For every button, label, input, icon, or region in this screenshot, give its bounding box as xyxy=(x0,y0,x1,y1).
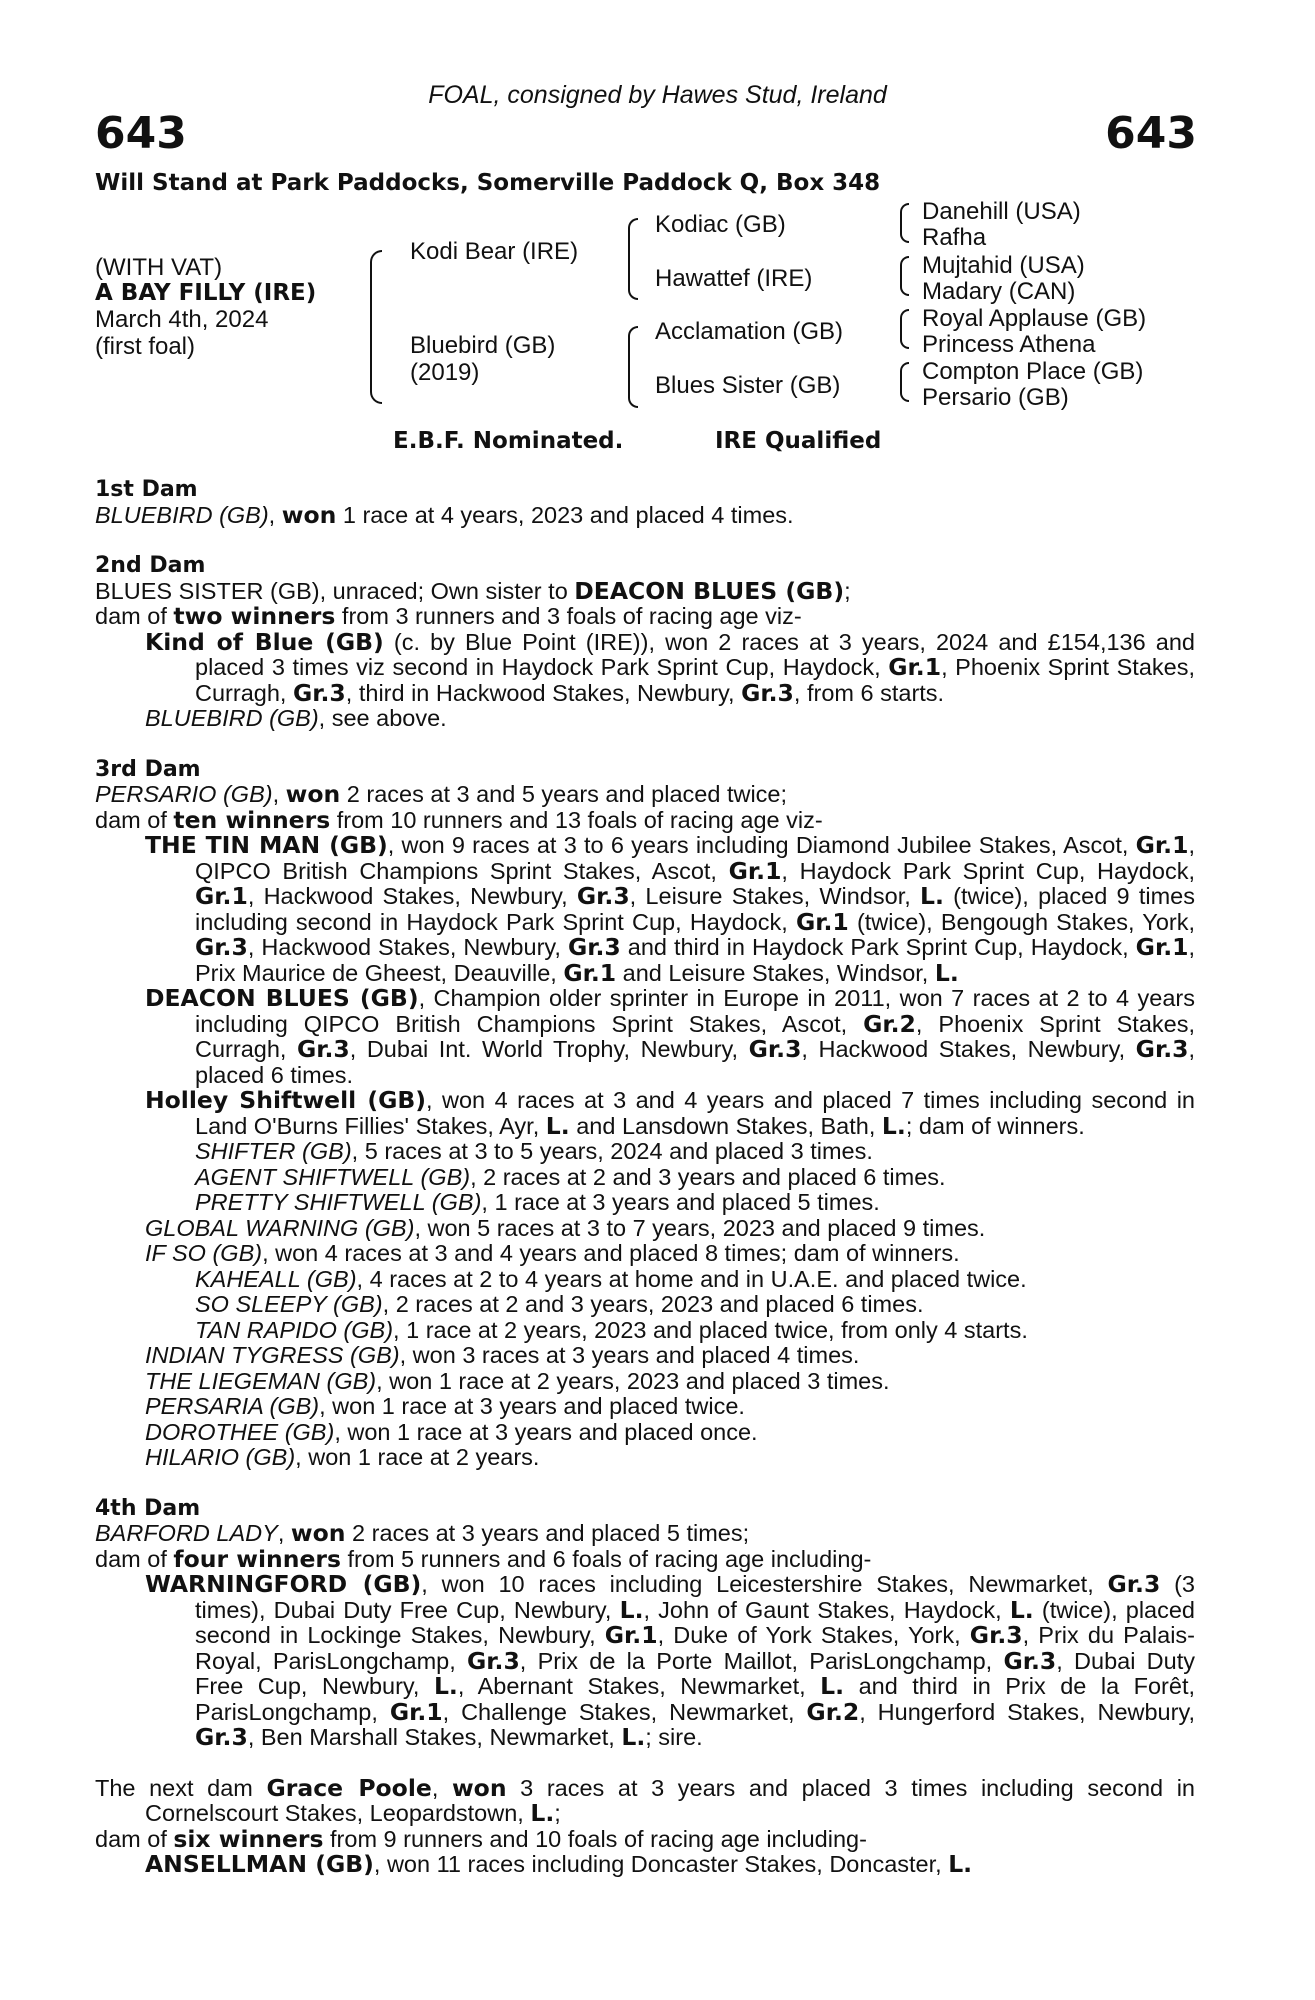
entry-text: (twice), placed second in Lockinge Stakes, Newbury, xyxy=(195,1596,1196,1648)
pedigree-brace-main xyxy=(370,250,382,404)
grade-label: Gr.3 xyxy=(741,678,794,707)
entry-text: , 4 races at 2 to 4 years at home and in U.A.E. and placed twice. xyxy=(356,1265,1027,1292)
dam-of-text: dam of xyxy=(95,1545,174,1572)
lot-number-right: 643 xyxy=(1105,108,1197,159)
entry-text: , Ben Marshall Stakes, Newmarket, xyxy=(247,1724,622,1750)
stand-location: Will Stand at Park Paddocks, Somerville Paddock Q, Box 348 xyxy=(95,170,881,196)
entry-text: , Prix du Palais-Royal, ParisLongchamp, xyxy=(195,1622,1196,1674)
produce-entry xyxy=(95,1292,1195,1318)
entry-text: , Challenge Stakes, Newmarket, xyxy=(442,1698,807,1725)
produce-entry xyxy=(95,1445,1195,1471)
entry-text: , won 1 race at 3 years and placed twice. xyxy=(319,1393,745,1419)
horse-name: AGENT SHIFTWELL (GB) xyxy=(195,1163,471,1190)
won-label: won xyxy=(285,780,341,808)
entry-text: , won 1 race at 3 years and placed once. xyxy=(334,1418,758,1445)
entry-text: , Duke of York Stakes, York, xyxy=(657,1622,970,1648)
dam-of-text: from 9 runners and 10 foals of racing age including- xyxy=(323,1825,867,1852)
first-foal-note: (first foal) xyxy=(95,333,196,360)
sire-name: Kodi Bear (IRE) xyxy=(410,238,579,265)
horse-name: BLUEBIRD (GB) xyxy=(145,705,319,731)
entry-text: , third in Hackwood Stakes, Newbury, xyxy=(345,679,742,706)
pedigree-brace-g2 xyxy=(900,256,909,296)
grade-label: L. xyxy=(1009,1595,1034,1624)
entry-text: , Prix de la Porte Maillot, ParisLongchamp, xyxy=(519,1647,1004,1674)
pedigree-brace-g3 xyxy=(900,309,909,349)
entry-text: , Haydock Park Sprint Cup, Haydock, xyxy=(781,857,1195,884)
grade-label: Gr.1 xyxy=(604,1621,658,1649)
entry-text: , 5 races at 3 to 5 years, 2024 and placed 3 times. xyxy=(351,1138,873,1164)
grade-label: Gr.3 xyxy=(292,678,346,707)
ebf-nominated: E.B.F. Nominated. xyxy=(393,428,624,454)
winners-count: ten winners xyxy=(173,805,331,834)
pedigree-brace-sire xyxy=(628,218,638,300)
ire-qualified: IRE Qualified xyxy=(715,428,882,454)
third-dam-line: PERSARIO (GB), won 2 races at 3 and 5 years and placed twice; xyxy=(95,780,788,808)
pedigree-brace-g4 xyxy=(900,362,909,402)
entry-text: , won 1 race at 2 years, 2023 and placed 3 times. xyxy=(376,1367,890,1394)
produce-entry xyxy=(95,1318,1195,1344)
grade-label: L. xyxy=(881,1111,906,1140)
grade-label: Gr.3 xyxy=(1135,1035,1189,1063)
entry-text: , won 4 races at 3 and 4 years and placed 8 times; dam of winners. xyxy=(262,1240,960,1266)
black-type-name: THE TIN MAN (GB) xyxy=(145,831,388,859)
g4-ancestor: Royal Applause (GB) xyxy=(922,305,1147,332)
grade-label: Gr.2 xyxy=(806,1697,860,1726)
pedigree-brace-g1 xyxy=(900,203,909,243)
entry-text: ; sire. xyxy=(645,1724,703,1750)
black-type-name: Kind of Blue (GB) xyxy=(145,627,384,656)
horse-name: DOROTHEE (GB) xyxy=(145,1418,335,1445)
fourth-dam-text: 2 races at 3 years and placed 5 times; xyxy=(345,1520,750,1546)
grade-label: L. xyxy=(621,1723,646,1751)
catalogue-body xyxy=(95,477,1195,1878)
produce-entry xyxy=(95,1267,1195,1293)
black-type-name: DEACON BLUES (GB) xyxy=(574,576,845,605)
black-type-name: Holley Shiftwell (GB) xyxy=(145,1086,427,1114)
produce-entry xyxy=(95,1343,1195,1369)
first-dam-heading: 1st Dam xyxy=(95,477,198,502)
black-type-name: DEACON BLUES (GB) xyxy=(145,984,419,1012)
entry-text: , 1 race at 2 years, 2023 and placed twice, from only 4 starts. xyxy=(393,1316,1028,1343)
foaled-date: March 4th, 2024 xyxy=(95,306,269,333)
third-dam-name: PERSARIO (GB) xyxy=(95,781,273,807)
produce-entry-holley-shiftwell xyxy=(95,1088,1195,1139)
entry-text: , Abernant Stakes, Newmarket, xyxy=(457,1673,821,1699)
grade-label: Gr.1 xyxy=(888,653,942,681)
grade-label: Gr.1 xyxy=(795,907,849,936)
fourth-dam-produce-line xyxy=(95,1544,1195,1573)
produce-entry-the-tin-man xyxy=(95,833,1195,986)
entry-text: , Phoenix Sprint Stakes, Curragh, xyxy=(195,1010,1195,1062)
entry-text: (twice), placed 9 times including second in Haydock Park Sprint Cup, Haydock, xyxy=(195,883,1195,935)
horse-name: PERSARIA (GB) xyxy=(145,1393,320,1419)
first-dam-name: BLUEBIRD (GB) xyxy=(95,501,269,528)
g4-ancestor: Rafha xyxy=(922,224,987,251)
g4-ancestor: Persario (GB) xyxy=(922,384,1069,411)
produce-entry-warningford xyxy=(95,1572,1195,1751)
entry-text: , 2 races at 2 and 3 years, 2023 and placed 6 times. xyxy=(382,1291,924,1317)
winners-count: four winners xyxy=(173,1544,341,1573)
horse-name: THE LIEGEMAN (GB) xyxy=(145,1367,377,1394)
dam-year: (2019) xyxy=(410,359,480,386)
horse-name: SHIFTER (GB) xyxy=(195,1138,352,1164)
produce-entry xyxy=(95,1165,1195,1191)
produce-entry xyxy=(95,1369,1195,1395)
entry-text: and third in Haydock Park Sprint Cup, Haydock, xyxy=(620,934,1136,960)
grade-label: Gr.3 xyxy=(969,1621,1023,1649)
winners-count: two winners xyxy=(173,602,336,630)
grade-label: Gr.3 xyxy=(748,1035,802,1063)
grade-label: L. xyxy=(530,1799,555,1827)
entry-text: , Leisure Stakes, Windsor, xyxy=(629,883,920,909)
black-type-name: WARNINGFORD (GB) xyxy=(145,1570,422,1598)
entry-text: 3 races at 3 years and placed 3 times including second in Cornelscourt Stakes, Leopardstown, xyxy=(145,1774,1195,1826)
produce-entry-ansellman xyxy=(95,1852,1195,1878)
grade-label: Gr.3 xyxy=(195,1723,248,1751)
entry-text: , won 4 races at 3 and 4 years and placed 7 times including second in Land O'Burns Fillies' Stakes, Ayr, xyxy=(195,1087,1195,1139)
produce-entry xyxy=(95,1420,1195,1446)
grade-label: Gr.1 xyxy=(389,1697,443,1726)
dam-of-text: dam of xyxy=(95,1825,174,1852)
punct: ; xyxy=(844,577,851,604)
entry-text: (c. by Blue Point (IRE)), won 2 races at 3 years, 2024 and £154,136 and placed 3 times viz second in Haydock Park Sprint Cup, Haydock, xyxy=(195,628,1195,680)
fourth-dam-line: BARFORD LADY, won 2 races at 3 years and placed 5 times; xyxy=(95,1519,750,1547)
horse-name: SO SLEEPY (GB) xyxy=(195,1291,383,1317)
entry-text: , Hackwood Stakes, Newbury, xyxy=(247,883,577,909)
entry-text: The next dam xyxy=(95,1774,267,1801)
entry-text: , Prix Maurice de Gheest, Deauville, xyxy=(195,934,1196,986)
entry-text: , Phoenix Sprint Stakes, Curragh, xyxy=(195,654,1195,706)
lot-title: A BAY FILLY (IRE) xyxy=(95,280,317,306)
third-dam-produce-line xyxy=(95,805,1195,834)
entry-text: , won 11 races including Doncaster Stakes, Doncaster, xyxy=(373,1851,949,1877)
dam-of-text: dam of xyxy=(95,806,174,833)
second-dam-text: BLUES SISTER (GB), unraced; Own sister to xyxy=(95,577,575,604)
dam-of-text: dam of xyxy=(95,603,174,629)
grade-label: Gr.1 xyxy=(1135,831,1189,859)
g4-ancestor: Madary (CAN) xyxy=(922,278,1076,305)
grade-label: Gr.2 xyxy=(863,1009,916,1038)
consignment-line: FOAL, consigned by Hawes Stud, Ireland xyxy=(428,81,887,109)
entry-text: , QIPCO British Champions Sprint Stakes, Ascot, xyxy=(195,832,1195,884)
grade-label: Gr.1 xyxy=(195,882,248,910)
horse-name: KAHEALL (GB) xyxy=(195,1265,357,1292)
g4-ancestor: Mujtahid (USA) xyxy=(922,252,1085,279)
fourth-dam-name: BARFORD LADY xyxy=(95,1520,278,1546)
produce-entry xyxy=(95,1139,1195,1165)
entry-text: , won 1 race at 2 years. xyxy=(295,1444,540,1470)
grade-label: L. xyxy=(948,1850,973,1878)
pedigree-brace-dam xyxy=(628,326,638,408)
next-dam-line: The next dam Grace Poole, won 3 races at 3 years and placed 3 times including second in Cornelscourt Stakes, Leopardstown, L.; xyxy=(95,1773,1195,1827)
entry-text: and Leisure Stakes, Windsor, xyxy=(616,959,935,986)
produce-entry-deacon-blues xyxy=(95,986,1195,1088)
horse-name: HILARIO (GB) xyxy=(145,1444,296,1470)
horse-name: PRETTY SHIFTWELL (GB) xyxy=(195,1189,482,1215)
entry-text: (3 times), Dubai Duty Free Cup, Newbury, xyxy=(195,1571,1195,1623)
g4-ancestor: Princess Athena xyxy=(922,331,1096,358)
dam-name: Bluebird (GB) xyxy=(410,332,556,359)
vat-note: (WITH VAT) xyxy=(95,254,223,281)
produce-entry xyxy=(95,1216,1195,1242)
entry-text: , John of Gaunt Stakes, Haydock, xyxy=(643,1596,1010,1623)
horse-name: GLOBAL WARNING (GB) xyxy=(145,1214,415,1241)
first-dam-text: 1 race at 4 years, 2023 and placed 4 times. xyxy=(342,501,794,528)
grade-label: Gr.3 xyxy=(1107,1570,1161,1598)
third-dam-heading: 3rd Dam xyxy=(95,756,201,782)
sire-dam: Hawattef (IRE) xyxy=(655,265,813,292)
entry-text: ; dam of winners. xyxy=(905,1112,1085,1139)
next-dam-produce-line xyxy=(95,1824,1195,1853)
entry-text: , Dubai Duty Free Cup, Newbury, xyxy=(195,1647,1195,1699)
produce-entry-bluebird xyxy=(95,706,1195,732)
punct: ; xyxy=(554,1800,561,1826)
horse-name: IF SO (GB) xyxy=(145,1240,263,1266)
entry-text: , 2 races at 2 and 3 years and placed 6 times. xyxy=(470,1163,946,1190)
second-dam-heading: 2nd Dam xyxy=(95,553,206,578)
horse-name: INDIAN TYGRESS (GB) xyxy=(145,1342,400,1368)
entry-text: , Hungerford Stakes, Newbury, xyxy=(859,1698,1195,1725)
won-label: won xyxy=(451,1773,507,1802)
grade-label: Gr.3 xyxy=(466,1646,520,1675)
grade-label: Gr.3 xyxy=(567,933,621,961)
grade-label: L. xyxy=(433,1672,458,1700)
produce-entry-kind-of-blue xyxy=(95,627,1195,707)
entry-text: , 1 race at 3 years and placed 5 times. xyxy=(481,1189,880,1215)
entry-text: (twice), Bengough Stakes, York, xyxy=(848,908,1195,935)
grade-label: L. xyxy=(619,1595,644,1624)
entry-text: , won 5 races at 3 to 7 years, 2023 and placed 9 times. xyxy=(414,1214,986,1241)
entry-text: , Hackwood Stakes, Newbury, xyxy=(801,1036,1136,1062)
entry-text: , placed 6 times. xyxy=(195,1036,1196,1088)
winners-count: six winners xyxy=(173,1824,324,1853)
produce-entry xyxy=(95,1190,1195,1216)
fourth-dam-heading: 4th Dam xyxy=(95,1495,201,1521)
grade-label: Gr.3 xyxy=(1003,1646,1057,1675)
grade-label: L. xyxy=(820,1672,845,1700)
grade-label: L. xyxy=(545,1111,570,1140)
entry-text: and third in Prix de la Forêt, ParisLongchamp, xyxy=(195,1673,1196,1725)
won-label: won xyxy=(290,1519,346,1547)
third-dam-text: 2 races at 3 and 5 years and placed twice; xyxy=(340,781,788,807)
sire-sire: Kodiac (GB) xyxy=(655,211,786,238)
dam-of-text: from 5 runners and 6 foals of racing age including- xyxy=(341,1545,872,1572)
dam-sire: Acclamation (GB) xyxy=(655,318,844,345)
dam-of-text: from 3 runners and 3 foals of racing age viz- xyxy=(335,603,802,629)
won-label: won xyxy=(281,500,337,529)
black-type-name: ANSELLMAN (GB) xyxy=(145,1850,374,1878)
entry-text: , Champion older sprinter in Europe in 2011, won 7 races at 2 to 4 years including QIPCO British Champions Sprint Stakes, Ascot, xyxy=(195,985,1195,1037)
g4-ancestor: Compton Place (GB) xyxy=(922,358,1144,385)
grade-label: Gr.3 xyxy=(296,1035,350,1063)
grade-label: Gr.1 xyxy=(1135,933,1189,961)
grade-label: Gr.3 xyxy=(195,933,248,961)
entry-text: and Lansdown Stakes, Bath, xyxy=(569,1112,882,1139)
dam-of-text: from 10 runners and 13 foals of racing age viz- xyxy=(330,806,823,833)
entry-text: , from 6 starts. xyxy=(793,679,945,706)
produce-entry xyxy=(95,1394,1195,1420)
horse-name: TAN RAPIDO (GB) xyxy=(195,1316,394,1343)
first-dam-line: BLUEBIRD (GB), won 1 race at 4 years, 2023 and placed 4 times. xyxy=(95,500,794,529)
entry-text: , won 9 races at 3 to 6 years including Diamond Jubilee Stakes, Ascot, xyxy=(387,832,1136,858)
entry-text: , won 10 races including Leicestershire Stakes, Newmarket, xyxy=(421,1571,1108,1597)
entry-text: , see above. xyxy=(318,705,447,731)
grade-label: Gr.3 xyxy=(576,882,630,910)
g4-ancestor: Danehill (USA) xyxy=(922,198,1081,225)
entry-text: , won 3 races at 3 years and placed 4 times. xyxy=(399,1342,860,1368)
produce-entry xyxy=(95,1241,1195,1267)
dam-dam: Blues Sister (GB) xyxy=(655,372,841,399)
entry-text: , Dubai Int. World Trophy, Newbury, xyxy=(349,1036,749,1062)
black-type-name: Grace Poole xyxy=(266,1773,432,1802)
second-dam-produce-line xyxy=(95,604,1195,630)
grade-label: L. xyxy=(934,958,959,987)
lot-number-left: 643 xyxy=(95,108,187,159)
second-dam-line xyxy=(95,576,1195,605)
entry-text: , Hackwood Stakes, Newbury, xyxy=(247,934,568,960)
grade-label: Gr.1 xyxy=(728,856,782,885)
grade-label: Gr.1 xyxy=(563,958,617,987)
grade-label: L. xyxy=(919,882,944,910)
